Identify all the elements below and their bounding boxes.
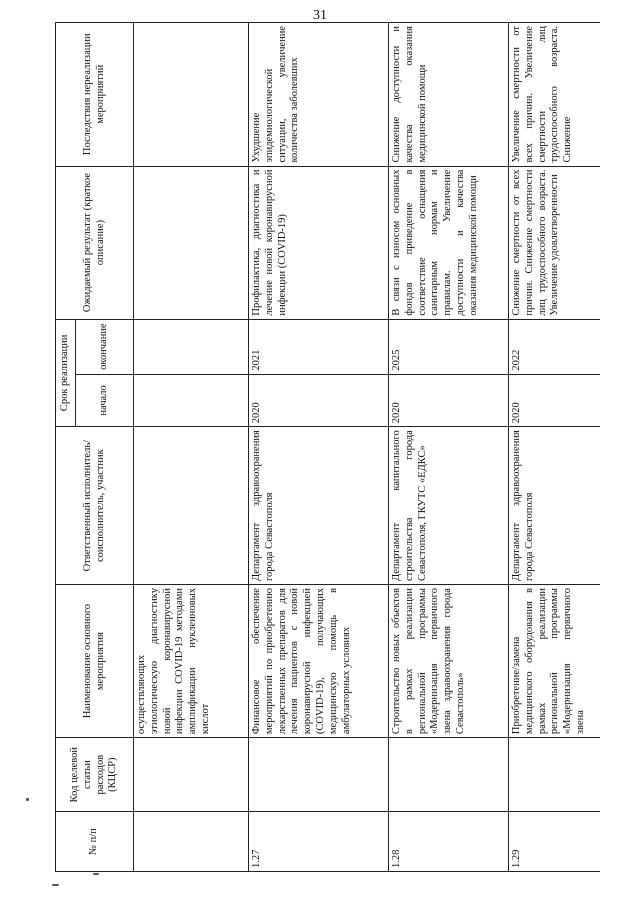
cell-end: 2022 [509, 319, 601, 374]
measures-table [55, 22, 600, 872]
header-period: Срок реализации [56, 319, 76, 427]
header-start: начало [76, 374, 134, 427]
cell-name: Приобретение/замена медицинского оборудования в рамках реализации региональной программы «Модернизация первичного звена [509, 585, 601, 738]
cell-code [249, 738, 389, 812]
cell-start [134, 374, 249, 427]
cell-executor: Департамент здравоохранения города Севастополя [249, 427, 389, 585]
rotated-table-frame [55, 22, 600, 872]
cell-start: 2020 [249, 374, 389, 427]
page-number: 31 [313, 8, 327, 23]
header-num: № п/п [56, 812, 134, 872]
cell-consequences: Увеличение смертности от всех причин. Увеличение смертности лиц трудоспособного возраста. Снижение [509, 23, 601, 167]
header-name: Наименование основного мероприятия [56, 585, 134, 738]
scan-speck [93, 873, 99, 875]
cell-num [134, 812, 249, 872]
cell-start: 2020 [509, 374, 601, 427]
scan-speck [26, 798, 29, 801]
cell-num: 1.29 [509, 812, 601, 872]
cell-code [509, 738, 601, 812]
header-row [56, 23, 76, 872]
cell-num: 1.27 [249, 812, 389, 872]
cell-executor: Департамент здравоохранения города Севастополя [509, 427, 601, 585]
scan-speck [52, 884, 59, 886]
cell-result: В связи с износом основных фондов приведение в соответствие оснащения санитарным нормам и правилам. Увеличение доступности и качества оказания медицинской помощи [389, 166, 509, 319]
table-row [509, 23, 601, 872]
cell-result: Профилактика, диагностика и лечение новой коронавирусной инфекции (COVID-19) [249, 166, 389, 319]
cell-end: 2021 [249, 319, 389, 374]
cell-executor [134, 427, 249, 585]
cell-executor: Департамент капитального строительства города Севастополя, ГКУТС «ЕДКС» [389, 427, 509, 585]
cell-code [134, 738, 249, 812]
table-row [389, 23, 509, 872]
cell-consequences: Снижение доступности и качества оказания медицинской помощи [389, 23, 509, 167]
table-row [249, 23, 389, 872]
cell-start: 2020 [389, 374, 509, 427]
header-end: окончание [76, 319, 134, 374]
header-consequences: Последствия нереализации мероприятий [56, 23, 134, 167]
cell-num: 1.28 [389, 812, 509, 872]
cell-consequences: Ухудшение эпидемиологической ситуации, увеличение количества заболевших [249, 23, 389, 167]
cell-consequences [134, 23, 249, 167]
cell-code [389, 738, 509, 812]
cell-end: 2025 [389, 319, 509, 374]
header-result: Ожидаемый результат (краткое описание) [56, 166, 134, 319]
cell-result [134, 166, 249, 319]
cell-name: осуществляющих этиологическую диагностику новой коронавирусной инфекции COVID-19 методами амплификации нуклеиновых кислот [134, 585, 249, 738]
table-row [134, 23, 249, 872]
header-executor: Ответственный исполнитель/соисполнитель, участник [56, 427, 134, 585]
cell-name: Строительство новых объектов в рамках реализации региональной программы «Модернизация первичного звена здравоохранения города Севастополь» [389, 585, 509, 738]
cell-name: Финансовое обеспечение мероприятий по приобретению лекарственных препаратов для лечения пациентов с новой коронавирусной инфекцией (COVID-19), получающих медицинскую помощь в амбулаторных условиях [249, 585, 389, 738]
header-code: Код целевой статьи расходов (КЦСР) [56, 738, 134, 812]
cell-end [134, 319, 249, 374]
cell-result: Снижение смертности от всех причин. Снижение смертности лиц трудоспособного возраста. Увеличение удовлетворенности [509, 166, 601, 319]
